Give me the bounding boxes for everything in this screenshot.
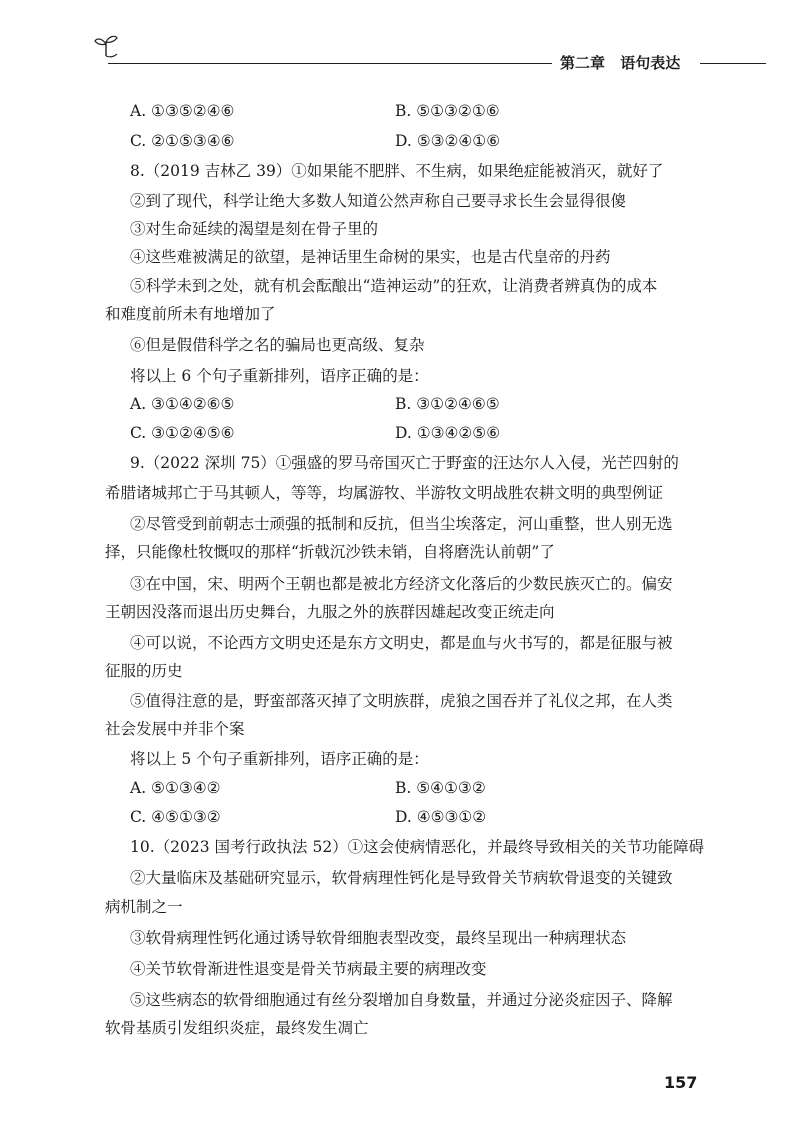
q8-sentence-5-cont: 和难度前所未有地增加了 — [105, 305, 276, 323]
q9-option-c: C. ④⑤①③② — [130, 808, 221, 826]
q9-sentence-4: ④可以说，不论西方文明史还是东方文明史，都是血与火书写的，都是征服与被 — [130, 634, 673, 652]
q10-sentence-3: ③软骨病理性钙化通过诱导软骨细胞表型改变，最终呈现出一种病理状态 — [130, 929, 627, 947]
q8-sentence-4: ④这些难被满足的欲望，是神话里生命树的果实，也是古代皇帝的丹药 — [130, 248, 611, 266]
chapter-label: 第二章 — [560, 54, 606, 72]
q8-stem: 将以上 6 个句子重新排列，语序正确的是： — [130, 367, 429, 385]
q9-stem: 将以上 5 个句子重新排列，语序正确的是： — [130, 750, 429, 768]
q10-sentence-5-cont: 软骨基质引发组织炎症，最终发生凋亡 — [105, 1019, 369, 1037]
q9-sentence-3: ③在中国，宋、明两个王朝也都是被北方经济文化落后的少数民族灭亡的。偏安 — [130, 575, 673, 593]
q10-header: 10.（2023 国考行政执法 52）①这会使病情恶化，并最终导致相关的关节功能障碍 — [130, 838, 705, 856]
q9-sentence-3-cont: 王朝因没落而退出历史舞台，九服之外的族群因雄起改变正统走向 — [105, 603, 555, 621]
q8-option-b: B. ③①②④⑥⑤ — [395, 395, 500, 413]
q9-option-b: B. ⑤④①③② — [395, 779, 486, 797]
option-b: B. ⑤①③②①⑥ — [395, 102, 500, 120]
q8-sentence-5: ⑤科学未到之处，就有机会酝酿出“造神运动”的狂欢，让消费者辨真伪的成本 — [130, 277, 658, 295]
q8-sentence-3: ③对生命延续的渴望是刻在骨子里的 — [130, 220, 379, 238]
q9-header: 9.（2022 深圳 75）①强盛的罗马帝国灭亡于野蛮的汪达尔人入侵，光芒四射的 — [130, 454, 679, 472]
page-header — [0, 0, 800, 80]
q8-option-d: D. ①③④②⑤⑥ — [395, 424, 501, 442]
q10-sentence-5: ⑤这些病态的软骨细胞通过有丝分裂增加自身数量，并通过分泌炎症因子、降解 — [130, 991, 673, 1009]
q9-sentence-5-cont: 社会发展中并非个案 — [105, 720, 245, 738]
q8-sentence-2: ②到了现代，科学让绝大多数人知道公然声称自己要寻求长生会显得很傻 — [130, 192, 627, 210]
sprout-icon — [93, 32, 119, 58]
q9-sentence-2: ②尽管受到前朝志士顽强的抵制和反抗，但当尘埃落定，河山重整，世人别无选 — [130, 515, 673, 533]
chapter-title — [560, 52, 690, 73]
q9-sentence-5: ⑤值得注意的是，野蛮部落灭掉了文明族群，虎狼之国吞并了礼仪之邦，在人类 — [130, 692, 673, 710]
q8-option-a: A. ③①④②⑥⑤ — [130, 395, 235, 413]
q10-sentence-2-cont: 病机制之一 — [105, 898, 183, 916]
q8-option-c: C. ③①②④⑤⑥ — [130, 424, 235, 442]
option-a: A. ①③⑤②④⑥ — [130, 102, 235, 120]
q9-option-d: D. ④⑤③①② — [395, 808, 487, 826]
q8-sentence-6: ⑥但是假借科学之名的骗局也更高级、复杂 — [130, 336, 425, 354]
section-label: 语句表达 — [620, 54, 681, 72]
q10-sentence-4: ④关节软骨渐进性退变是骨关节病最主要的病理改变 — [130, 960, 487, 978]
option-c: C. ②①⑤③④⑥ — [130, 132, 235, 150]
q9-sentence-4-cont: 征服的历史 — [105, 662, 183, 680]
page-number: 157 — [664, 1073, 698, 1092]
option-d: D. ⑤③②④①⑥ — [395, 132, 501, 150]
header-rule-right — [700, 63, 766, 64]
header-rule — [108, 63, 552, 64]
q9-sentence-1-cont: 希腊诸城邦亡于马其顿人，等等，均属游牧、半游牧文明战胜农耕文明的典型例证 — [105, 484, 664, 502]
q10-sentence-2: ②大量临床及基础研究显示，软骨病理性钙化是导致骨关节病软骨退变的关键致 — [130, 869, 673, 887]
q8-header: 8.（2019 吉林乙 39）①如果能不肥胖、不生病，如果绝症能被消灭，就好了 — [130, 162, 664, 180]
q9-option-a: A. ⑤①③④② — [130, 779, 221, 797]
q9-sentence-2-cont: 择，只能像杜牧慨叹的那样“折戟沉沙铁未销，自将磨洗认前朝”了 — [105, 543, 555, 561]
